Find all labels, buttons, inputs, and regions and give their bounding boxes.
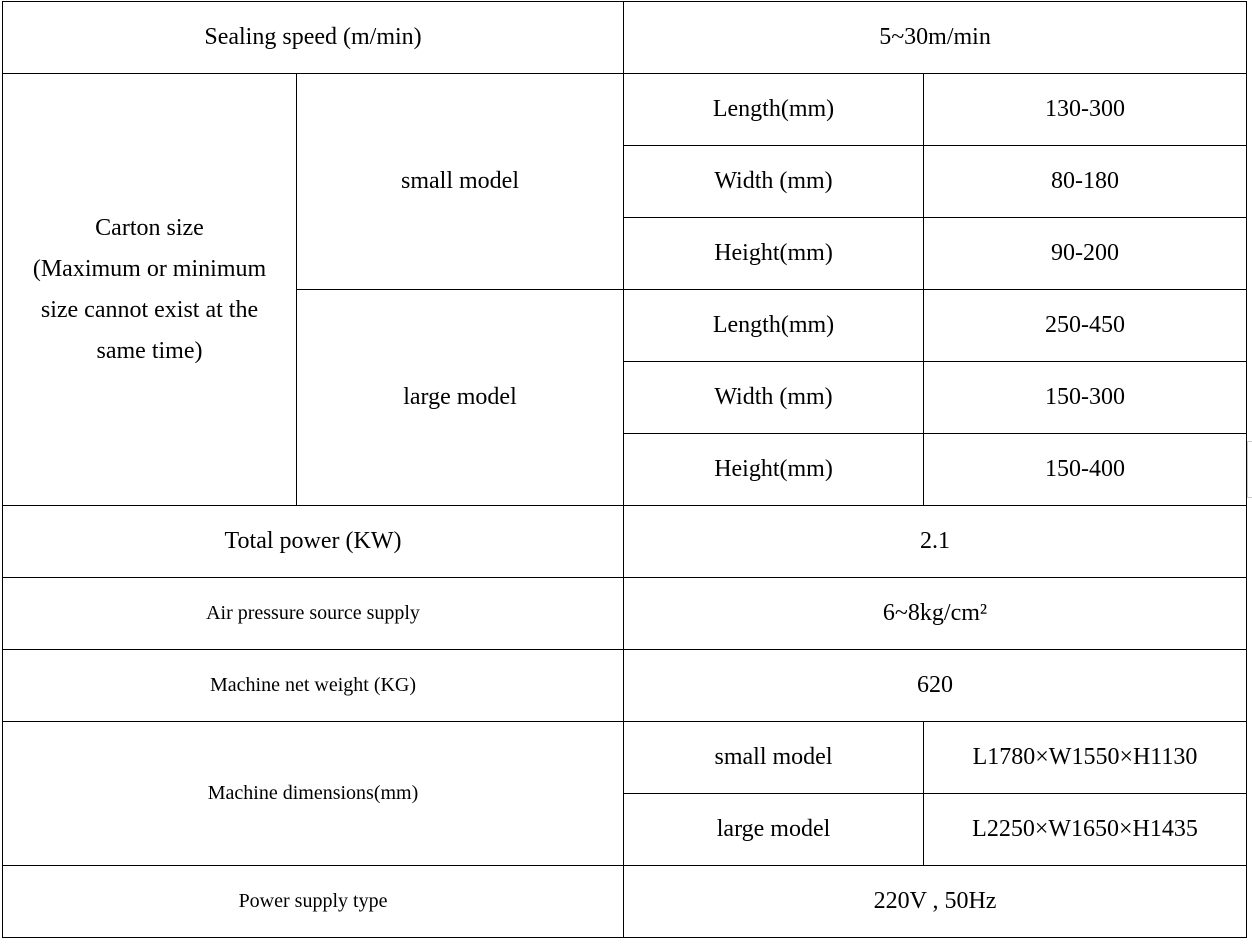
small-length-label: Length(mm) — [624, 74, 924, 146]
carton-size-label — [3, 74, 297, 506]
net-weight-label: Machine net weight (KG) — [3, 650, 624, 722]
total-power-value: 2.1 — [624, 506, 1247, 578]
large-width-value: 150-300 — [924, 362, 1247, 434]
carton-size-line: same time) — [96, 337, 203, 364]
table-row — [3, 578, 1247, 650]
page-edge-marker — [1247, 441, 1252, 498]
small-height-value: 90-200 — [924, 218, 1247, 290]
net-weight-value: 620 — [624, 650, 1247, 722]
dimensions-large-value: L2250×W1650×H1435 — [924, 794, 1247, 866]
large-length-value: 250-450 — [924, 290, 1247, 362]
air-pressure-value: 6~8kg/cm² — [624, 578, 1247, 650]
sealing-speed-label: Sealing speed (m/min) — [3, 2, 624, 74]
table-row — [3, 722, 1247, 794]
small-model-label: small model — [297, 74, 624, 290]
power-supply-value: 220V , 50Hz — [624, 866, 1247, 938]
power-supply-label: Power supply type — [3, 866, 624, 938]
large-height-label: Height(mm) — [624, 434, 924, 506]
table-row — [3, 866, 1247, 938]
table-row — [3, 506, 1247, 578]
large-height-value: 150-400 — [924, 434, 1247, 506]
dimensions-label: Machine dimensions(mm) — [3, 722, 624, 866]
small-width-label: Width (mm) — [624, 146, 924, 218]
dimensions-large-label: large model — [624, 794, 924, 866]
small-length-value: 130-300 — [924, 74, 1247, 146]
sealing-speed-value: 5~30m/min — [624, 2, 1247, 74]
dimensions-small-value: L1780×W1550×H1130 — [924, 722, 1247, 794]
air-pressure-label: Air pressure source supply — [3, 578, 624, 650]
carton-size-text — [33, 208, 266, 372]
table-row — [3, 2, 1247, 74]
large-width-label: Width (mm) — [624, 362, 924, 434]
small-width-value: 80-180 — [924, 146, 1247, 218]
dimensions-small-label: small model — [624, 722, 924, 794]
carton-size-line: Carton size — [95, 214, 204, 241]
table-row — [3, 74, 1247, 146]
small-height-label: Height(mm) — [624, 218, 924, 290]
table-row — [3, 650, 1247, 722]
total-power-label: Total power (KW) — [3, 506, 624, 578]
carton-size-line: (Maximum or minimum — [32, 255, 267, 282]
spec-table — [2, 1, 1247, 938]
large-model-label: large model — [297, 290, 624, 506]
carton-size-line: size cannot exist at the — [40, 296, 259, 323]
large-length-label: Length(mm) — [624, 290, 924, 362]
